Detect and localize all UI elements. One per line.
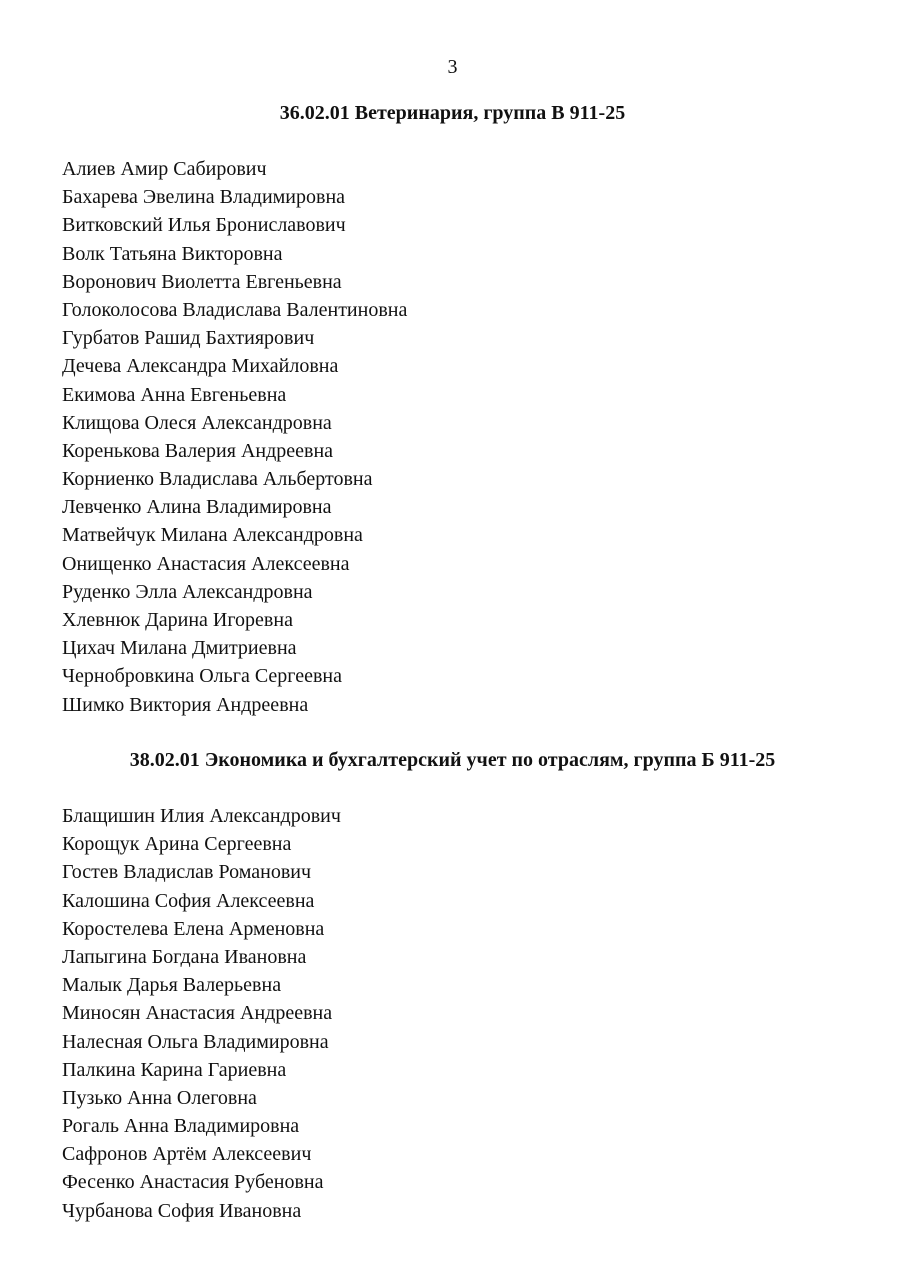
list-item: Шимко Виктория Андреевна — [62, 693, 309, 716]
list-item: Бахарева Эвелина Владимировна — [62, 186, 346, 209]
list-item: Чурбанова София Ивановна — [62, 1199, 302, 1222]
student-list-veterinary — [62, 155, 407, 719]
student-list-economics — [62, 802, 341, 1225]
list-item: Клищова Олеся Александровна — [62, 411, 332, 434]
page-number: 3 — [447, 56, 458, 78]
list-item: Алиев Амир Сабирович — [62, 158, 267, 180]
list-item: Миносян Анастасия Андреевна — [62, 1002, 333, 1025]
list-item: Воронович Виолетта Евгеньевна — [62, 270, 342, 293]
list-item: Коростелева Елена Арменовна — [62, 917, 325, 940]
list-item: Волк Татьяна Викторовна — [62, 242, 283, 265]
list-item: Матвейчук Милана Александровна — [62, 524, 363, 547]
list-item: Гостев Владислав Романович — [62, 861, 312, 884]
list-item: Рогаль Анна Владимировна — [62, 1115, 300, 1138]
list-item: Блащишин Илия Александрович — [62, 805, 341, 827]
list-item: Гурбатов Рашид Бахтиярович — [62, 327, 315, 350]
list-item: Голоколосова Владислава Валентиновна — [62, 298, 408, 321]
list-item: Витковский Илья Брониславович — [62, 214, 346, 237]
section-heading-veterinary: 36.02.01 Ветеринария, группа В 911-25 — [279, 102, 626, 124]
list-item: Онищенко Анастасия Алексеевна — [62, 552, 350, 575]
list-item: Корощук Арина Сергеевна — [62, 833, 292, 856]
list-item: Корниенко Владислава Альбертовна — [62, 468, 373, 491]
list-item: Малык Дарья Валерьевна — [62, 974, 282, 997]
list-item: Руденко Элла Александровна — [62, 580, 313, 603]
list-item: Лапыгина Богдана Ивановна — [62, 945, 307, 968]
list-item: Цихач Милана Дмитриевна — [62, 637, 297, 660]
list-item: Сафронов Артём Алексеевич — [62, 1143, 312, 1166]
list-item: Чернобровкина Ольга Сергеевна — [62, 665, 342, 688]
list-item: Дечева Александра Михайловна — [62, 355, 339, 378]
list-item: Фесенко Анастасия Рубеновна — [62, 1171, 324, 1194]
list-item: Левченко Алина Владимировна — [62, 496, 332, 519]
list-item: Налесная Ольга Владимировна — [62, 1030, 329, 1053]
list-item: Пузько Анна Олеговна — [62, 1086, 257, 1109]
list-item: Палкина Карина Гариевна — [62, 1058, 287, 1081]
list-item: Калошина София Алексеевна — [62, 889, 315, 912]
list-item: Коренькова Валерия Андреевна — [62, 439, 334, 462]
section-heading-economics: 38.02.01 Экономика и бухгалтерский учет по отраслям, группа Б 911-25 — [129, 749, 776, 771]
list-item: Хлевнюк Дарина Игоревна — [62, 609, 293, 631]
list-item: Екимова Анна Евгеньевна — [62, 383, 287, 406]
